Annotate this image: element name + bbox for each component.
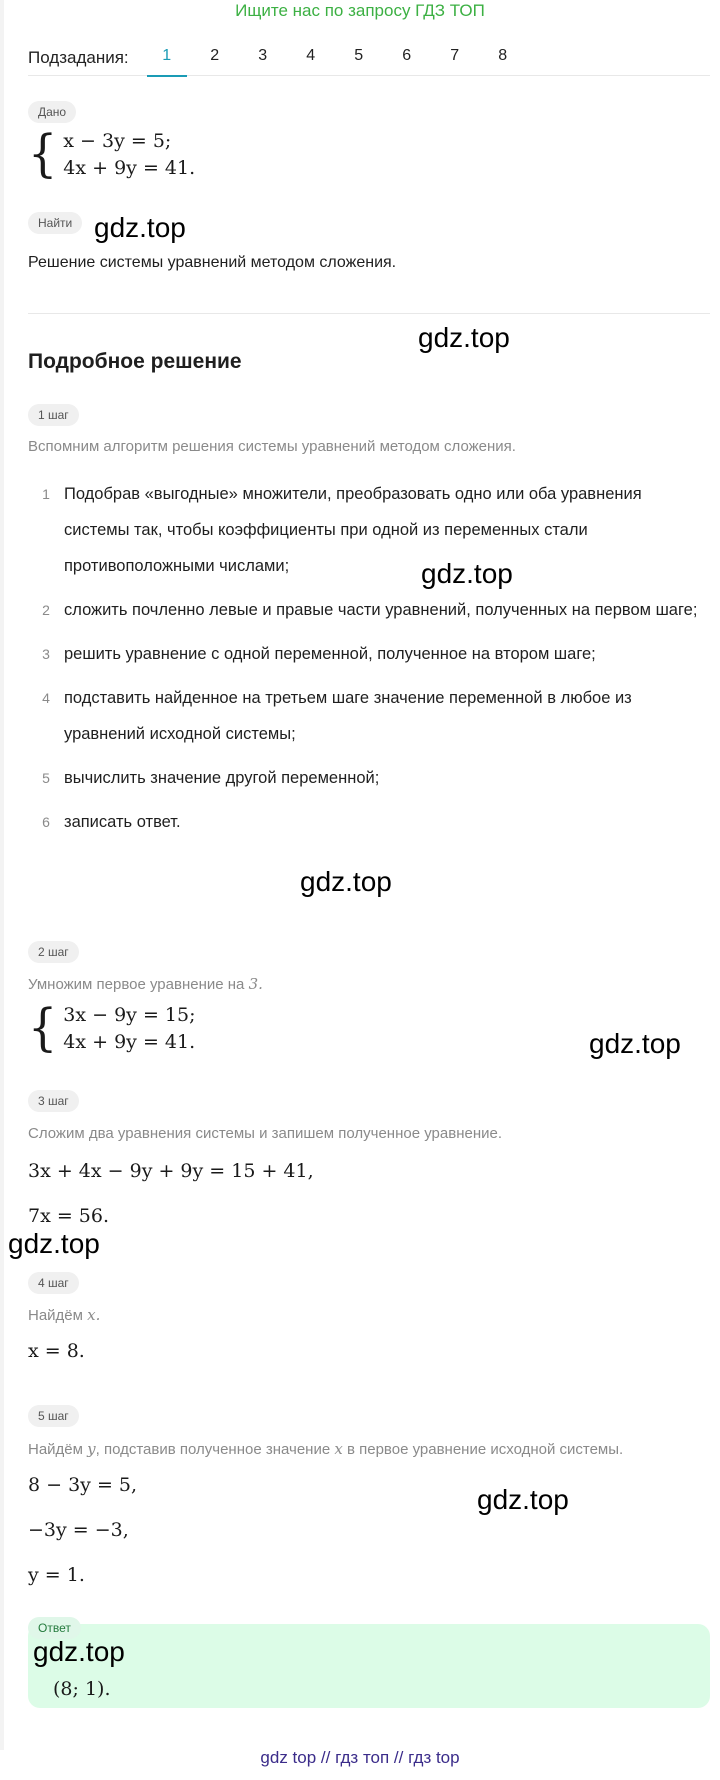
answer-badge: Ответ — [28, 1617, 81, 1639]
list-item — [28, 680, 708, 752]
subtasks-nav — [28, 40, 710, 76]
given-badge: Дано — [28, 101, 76, 123]
watermark: gdz.top — [8, 1228, 100, 1259]
step-4-var: x. — [87, 1306, 101, 1324]
step-1-intro: Вспомним алгоритм решения системы уравнений методом сложения. — [28, 438, 516, 455]
subtasks-label: Подзадания: — [28, 47, 129, 67]
list-item-text: записать ответ. — [64, 813, 181, 831]
step-4-intro — [28, 1306, 100, 1324]
step-3-badge: 3 шаг — [28, 1090, 79, 1112]
step-2-intro-text: Умножим первое уравнение на — [28, 976, 249, 993]
step-2-badge: 2 шаг — [28, 941, 79, 963]
step-5-line-2: −3y = −3, — [28, 1519, 129, 1541]
list-item — [28, 636, 708, 672]
step-2-equation-2: 4x + 9y = 41. — [63, 1031, 196, 1053]
watermark: gdz.top — [33, 1636, 125, 1667]
step-5-var-a: y — [87, 1440, 96, 1458]
step-4-line-1: x = 8. — [28, 1340, 85, 1362]
solution-heading: Подробное решение — [28, 350, 242, 373]
subtask-tab-3[interactable]: 3 — [258, 46, 268, 64]
given-equation-2: 4x + 9y = 41. — [63, 157, 196, 179]
list-item-number: 5 — [42, 770, 50, 786]
list-item-text: вычислить значение другой переменной; — [64, 769, 380, 787]
answer-box — [28, 1624, 710, 1708]
step-2-system — [28, 997, 196, 1057]
list-item-text: сложить почленно левые и правые части уравнений, полученных на первом шаге; — [64, 601, 698, 619]
list-item-text: Подобрав «выгодные» множители, преобразовать одно или оба уравнения системы так, чтобы коэффициенты при одной из переменных стали противоположными числами; — [64, 485, 642, 575]
watermark: gdz.top — [477, 1484, 569, 1515]
list-item — [28, 476, 708, 584]
list-item-number: 1 — [42, 486, 50, 502]
step-2-equation-1: 3x − 9y = 15; — [63, 1004, 196, 1026]
list-item — [28, 592, 708, 628]
step-3-intro: Сложим два уравнения системы и запишем полученное уравнение. — [28, 1125, 503, 1142]
step-2-factor: 3. — [248, 975, 263, 993]
answer-value: (8; 1). — [53, 1678, 111, 1700]
subtask-tab-8[interactable]: 8 — [498, 46, 508, 64]
watermark: gdz.top — [300, 866, 392, 897]
subtask-tab-6[interactable]: 6 — [402, 46, 412, 64]
list-item — [28, 804, 708, 840]
step-5-intro-c: в первое уравнение исходной системы. — [342, 1441, 624, 1458]
find-badge: Найти — [28, 212, 82, 234]
step-5-intro-a: Найдём — [28, 1441, 88, 1458]
list-item — [28, 760, 708, 796]
list-item-text: решить уравнение с одной переменной, полученное на втором шаге; — [64, 645, 596, 663]
footer-links: gdz top // гдз топ // гдз top — [260, 1748, 460, 1767]
step-5-intro-b: , подставив полученное значение — [95, 1441, 335, 1458]
algorithm-list — [28, 476, 708, 848]
subtask-tab-4[interactable]: 4 — [306, 46, 316, 64]
search-banner: Ищите нас по запросу ГДЗ ТОП — [235, 1, 485, 20]
subtask-tab-7[interactable]: 7 — [450, 46, 460, 64]
step-5-var-b: x — [334, 1440, 343, 1458]
list-item-number: 2 — [42, 602, 50, 618]
brace-icon: { — [28, 997, 58, 1057]
section-divider — [28, 313, 710, 314]
step-3-line-2: 7x = 56. — [28, 1205, 110, 1227]
subtask-tab-5[interactable]: 5 — [354, 46, 364, 64]
step-2-intro — [28, 975, 263, 993]
step-5-badge: 5 шаг — [28, 1405, 79, 1427]
brace-icon: { — [28, 123, 58, 183]
watermark: gdz.top — [589, 1028, 681, 1059]
list-item-number: 4 — [42, 690, 50, 706]
left-rule — [0, 0, 4, 1750]
list-item-number: 6 — [42, 814, 50, 830]
find-text: Решение системы уравнений методом сложения. — [28, 254, 397, 271]
step-5-line-3: y = 1. — [28, 1564, 85, 1586]
step-3-line-1: 3x + 4x − 9y + 9y = 15 + 41, — [28, 1160, 314, 1182]
subtask-tab-1[interactable]: 1 — [143, 40, 191, 76]
step-4-intro-text: Найдём — [28, 1307, 88, 1324]
step-5-intro — [28, 1440, 623, 1458]
step-4-badge: 4 шаг — [28, 1272, 79, 1294]
given-equation-1: x − 3y = 5; — [63, 130, 172, 152]
given-system — [28, 123, 196, 183]
list-item-number: 3 — [42, 646, 50, 662]
subtask-tab-2[interactable]: 2 — [210, 46, 220, 64]
watermark: gdz.top — [94, 212, 186, 243]
watermark: gdz.top — [421, 558, 513, 589]
step-1-badge: 1 шаг — [28, 404, 79, 426]
watermark: gdz.top — [418, 322, 510, 353]
step-5-line-1: 8 − 3y = 5, — [28, 1474, 138, 1496]
list-item-text: подставить найденное на третьем шаге значение переменной в любое из уравнений исходной системы; — [64, 689, 632, 743]
